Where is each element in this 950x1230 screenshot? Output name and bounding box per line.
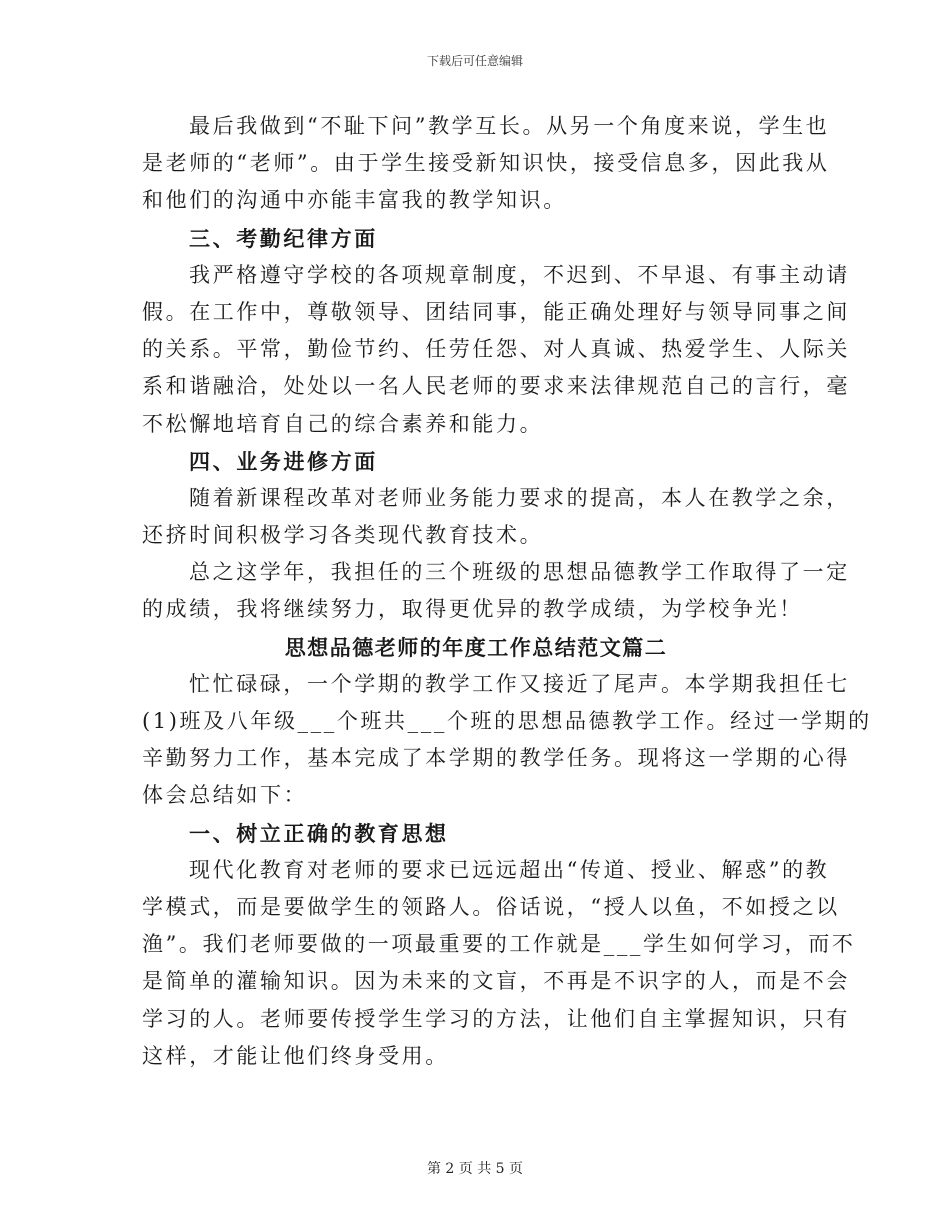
paragraph-line: 最后我做到“不耻下问”教学互长。从另一个角度来说，学生也 [189, 114, 830, 138]
paragraph-line: 学模式，而是要做学生的领路人。俗话说，“授人以鱼，不如授之以 [142, 894, 840, 919]
paragraph-line: 的成绩，我将继续努力，取得更优异的教学成绩，为学校争光！ [142, 597, 803, 622]
paragraph-line: 学习的人。老师要传授学生学习的方法，让他们自主掌握知识，只有 [142, 1006, 850, 1031]
paragraph-line: 忙忙碌碌，一个学期的教学工作又接近了尾声。本学期我担任七 [189, 671, 850, 696]
section-heading: 三、考勤纪律方面 [189, 225, 378, 251]
paragraph-line: 渔”。我们老师要做的一项最重要的工作就是___学生如何学习，而不 [142, 932, 856, 957]
paragraph-line: 还挤时间积极学习各类现代教育技术。 [142, 523, 544, 548]
paragraph-line: 总之这学年，我担任的三个班级的思想品德教学工作取得了一定 [189, 560, 850, 585]
paragraph-line: 假。在工作中，尊敬领导、团结同事，能正确处理好与领导同事之间 [142, 299, 850, 324]
paragraph-line: 和他们的沟通中亦能丰富我的教学知识。 [142, 188, 567, 213]
section-heading: 四、业务进修方面 [189, 448, 378, 474]
paragraph-line: 的关系。平常，勤俭节约、任劳任怨、对人真诚、热爱学生、人际关 [142, 337, 850, 362]
paragraph-line: 随着新课程改革对老师业务能力要求的提高，本人在教学之余， [189, 485, 850, 510]
paragraph-line: 系和谐融洽，处处以一名人民老师的要求来法律规范自己的言行，毫 [142, 374, 850, 399]
header-note: 下载后可任意编辑 [426, 54, 523, 68]
paragraph-line: 不松懈地培育自己的综合素养和能力。 [142, 411, 544, 436]
paragraph-line: 是简单的灌输知识。因为未来的文盲，不再是不识字的人，而是不会 [142, 969, 850, 994]
paragraph-line: 现代化教育对老师的要求已远远超出“传道、授业、解惑”的教 [189, 857, 830, 882]
paragraph-line: 辛勤努力工作，基本完成了本学期的教学任务。现将这一学期的心得 [142, 746, 850, 771]
document-body [142, 108, 872, 1075]
paragraph-line: (1)班及八年级___个班共___个班的思想品德教学工作。经过一学期的 [142, 709, 872, 733]
paragraph-line: 是老师的“老师”。由于学生接受新知识快，接受信息多，因此我从 [142, 151, 830, 176]
paragraph-line: 这样，才能让他们终身受用。 [142, 1043, 449, 1068]
paragraph-line: 体会总结如下： [142, 783, 308, 808]
page-number: 第 2 页 共 5 页 [426, 1161, 524, 1177]
paragraph-line: 我严格遵守学校的各项规章制度，不迟到、不早退、有事主动请 [189, 262, 850, 287]
article-title: 思想品德老师的年度工作总结范文篇二 [284, 634, 668, 660]
section-heading: 一、树立正确的教育思想 [189, 820, 449, 846]
